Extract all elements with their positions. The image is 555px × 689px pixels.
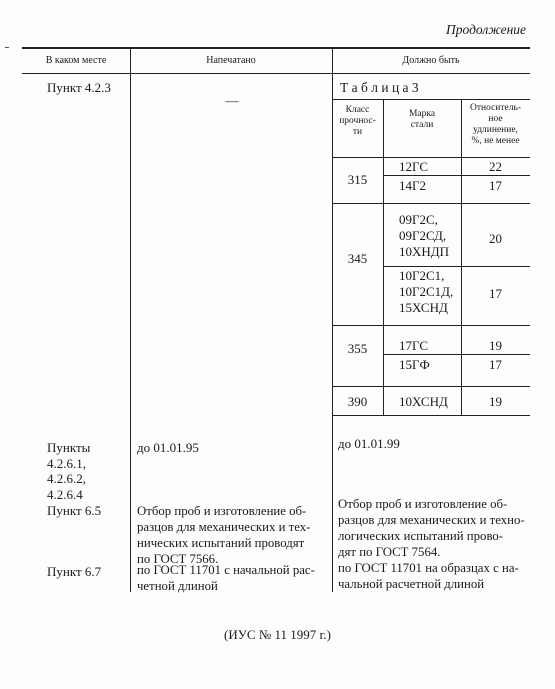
row-where-4-2-3: Пункт 4.2.3 [47, 80, 111, 95]
table3-cell-class: 345 [347, 251, 368, 266]
table3-row-rule [383, 354, 530, 355]
table3-cell-elongation: 17 [489, 178, 502, 193]
row-should-be-6-5: Отбор проб и изготовление об- разцов для механических и техно- логических испытаний прово- дят по ГОСТ 7564. [338, 497, 525, 559]
column-header-should-be: Должно быть [402, 55, 460, 66]
table3-group-rule [332, 203, 530, 204]
table3-cell-elongation: 19 [489, 394, 502, 409]
row-should-be-6-7: по ГОСТ 11701 на образцах с на- чальной расчетной длиной [338, 561, 519, 591]
row-printed-6-5: Отбор проб и изготовление об- разцов для механических и тех- нических испытаний проводят по ГОСТ 7566. [137, 504, 311, 566]
table3-bottom-rule [332, 415, 530, 416]
table3-header-steel-grade: Марка стали [408, 109, 436, 130]
table3-cell-elongation: 19 [489, 338, 502, 353]
table3-header-elongation: Относитель- ное удлинение, %, не менее [470, 103, 521, 146]
row-where-6-5: Пункт 6.5 [47, 503, 102, 518]
table-top-rule [22, 47, 530, 49]
row-where-6-7: Пункт 6.7 [47, 564, 102, 579]
row-where-4-2-6: Пункты 4.2.6.1, 4.2.6.2, 4.2.6.4 [47, 440, 91, 502]
row-printed-6-7: по ГОСТ 11701 с начальной рас- четной длиной [137, 563, 315, 593]
header-bottom-rule [22, 73, 530, 74]
continuation-heading: Продолжение [446, 22, 527, 37]
table3-cell-class: 390 [347, 394, 368, 409]
table3-cell-grade: 10Г2С1, 10Г2С1Д, 15ХСНД [399, 268, 454, 315]
table3-cell-grade: 15ГФ [399, 357, 430, 372]
table3-group-rule [332, 325, 530, 326]
table3-cell-grade: 10ХСНД [399, 394, 448, 409]
table3-cell-grade: 17ГС [399, 338, 429, 353]
row-should-be-date: до 01.01.99 [338, 436, 400, 451]
table3-cell-elongation: 22 [489, 159, 502, 174]
table3-title: Т а б л и ц а 3 [340, 80, 419, 95]
table3-row-rule [383, 266, 530, 267]
table3-header-rule [332, 157, 530, 158]
table3-cell-grade: 14Г2 [399, 178, 427, 193]
table3-header-strength-class: Класс прочнос- ти [339, 105, 376, 137]
table3-row-rule [383, 175, 530, 176]
table3-col-divider-1 [383, 99, 384, 415]
row-printed-date: до 01.01.95 [137, 440, 199, 455]
table3-cell-elongation: 20 [489, 231, 502, 246]
table3-group-rule [332, 386, 530, 387]
table3-cell-class: 355 [347, 341, 368, 356]
footer-note: (ИУС № 11 1997 г.) [224, 627, 331, 642]
column-divider-1 [130, 47, 131, 592]
table3-cell-grade: 09Г2С, 09Г2СД, 10ХНДП [399, 212, 450, 259]
table3-cell-class: 315 [347, 172, 368, 187]
table3-top-rule [332, 99, 530, 100]
table3-cell-grade: 12ГС [399, 159, 429, 174]
row-printed-dash: — [225, 93, 239, 108]
table3-cell-elongation: 17 [489, 357, 502, 372]
scan-mark [5, 47, 9, 48]
column-header-printed: Напечатано [206, 55, 256, 66]
column-header-where: В каком месте [45, 55, 107, 66]
table3-cell-elongation: 17 [489, 286, 502, 301]
